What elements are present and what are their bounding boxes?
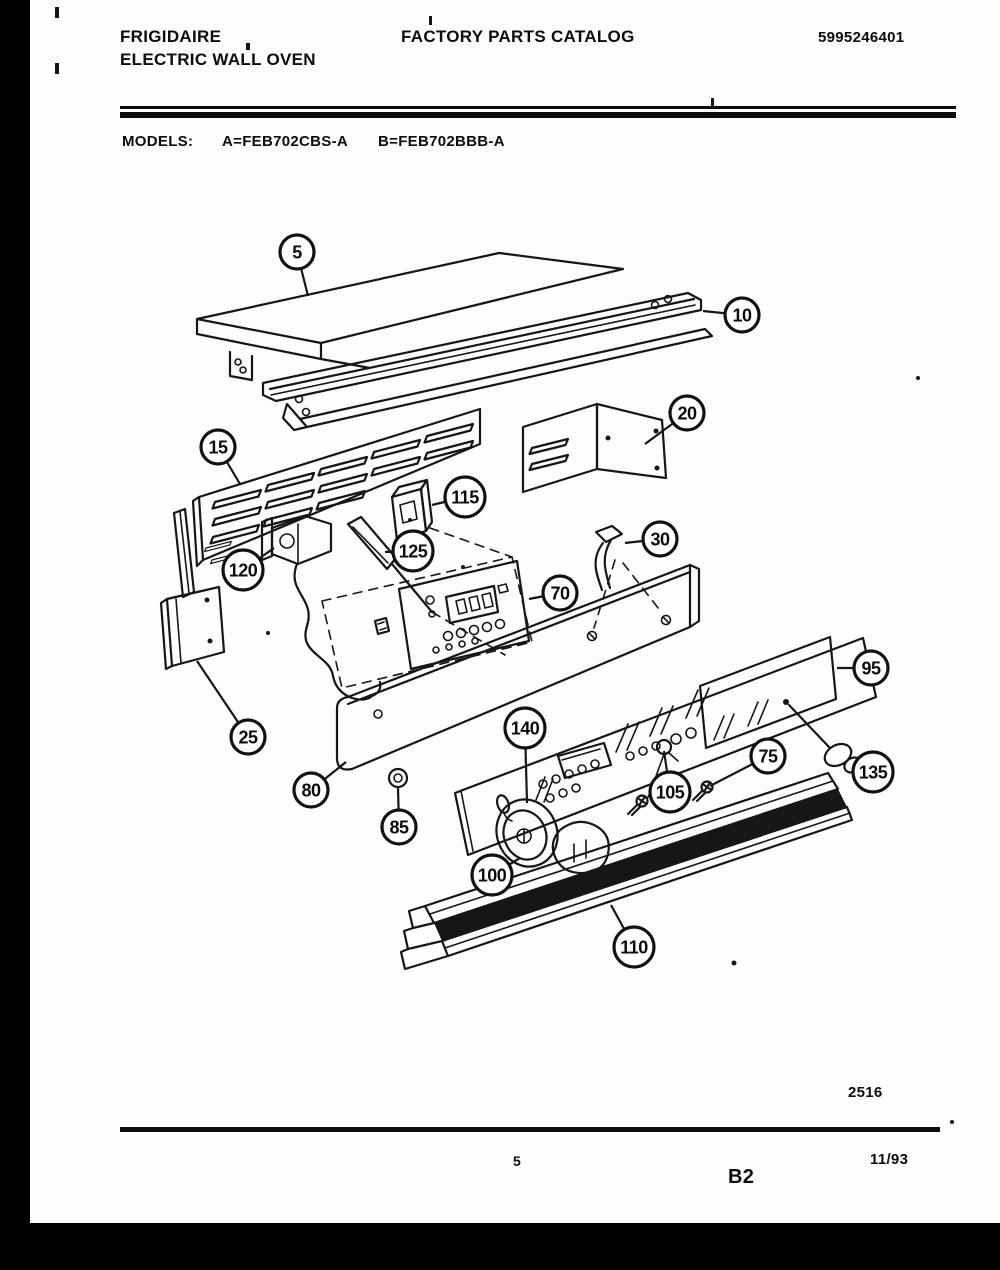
part-left-bracket	[161, 509, 224, 669]
svg-text:80: 80	[301, 780, 321, 801]
svg-text:120: 120	[228, 560, 258, 581]
svg-text:15: 15	[208, 437, 228, 458]
svg-text:95: 95	[861, 658, 881, 679]
callout-110	[611, 905, 654, 967]
svg-text:70: 70	[550, 583, 570, 604]
callout-140	[505, 708, 545, 803]
callout-135	[853, 752, 893, 792]
svg-text:115: 115	[451, 487, 479, 508]
svg-text:140: 140	[510, 718, 540, 739]
section-code: B2	[728, 1166, 755, 1188]
callout-120	[223, 548, 274, 590]
figure-code: 2516	[848, 1084, 883, 1101]
svg-text:125: 125	[398, 541, 428, 562]
svg-text:100: 100	[477, 865, 507, 886]
part-thermostat	[262, 516, 380, 700]
callout-70	[529, 576, 577, 610]
part-top-rail	[263, 293, 701, 401]
callout-95	[837, 651, 888, 685]
svg-text:5: 5	[292, 242, 302, 263]
part-control-board	[375, 561, 529, 669]
callout-25	[197, 661, 265, 754]
product-name: ELECTRIC WALL OVEN	[120, 50, 316, 69]
callout-5	[280, 235, 314, 296]
catalog-title: FACTORY PARTS CATALOG	[401, 27, 635, 46]
scan-specks	[55, 7, 954, 1124]
svg-text:25: 25	[238, 727, 258, 748]
svg-text:75: 75	[758, 746, 778, 767]
callout-80	[294, 762, 346, 807]
svg-text:135: 135	[858, 762, 888, 783]
model-a: A=FEB702CBS-A	[222, 133, 349, 150]
svg-text:10: 10	[732, 305, 752, 326]
brand-name: FRIGIDAIRE	[120, 27, 222, 46]
publication-number: 5995246401	[818, 29, 905, 46]
part-vented-panel	[193, 409, 480, 566]
svg-text:105: 105	[655, 782, 685, 803]
svg-text:20: 20	[677, 403, 697, 424]
model-b: B=FEB702BBB-A	[378, 133, 505, 150]
part-right-bracket	[523, 404, 666, 492]
scan-bottom-band	[0, 1223, 1000, 1270]
page-number: 5	[513, 1153, 522, 1169]
date-code: 11/93	[870, 1151, 909, 1168]
callout-20	[645, 396, 704, 444]
callout-layer	[197, 235, 893, 967]
callout-115	[432, 477, 485, 517]
callout-85	[382, 788, 416, 844]
callout-10	[703, 298, 759, 332]
footer-rule	[120, 1127, 940, 1132]
callout-30	[625, 522, 677, 556]
models-label: MODELS:	[122, 133, 194, 150]
callout-15	[201, 430, 240, 484]
callout-105	[650, 751, 690, 812]
svg-text:85: 85	[389, 817, 409, 838]
part-grommet	[389, 769, 407, 787]
svg-text:110: 110	[620, 937, 648, 958]
svg-text:30: 30	[650, 529, 670, 550]
